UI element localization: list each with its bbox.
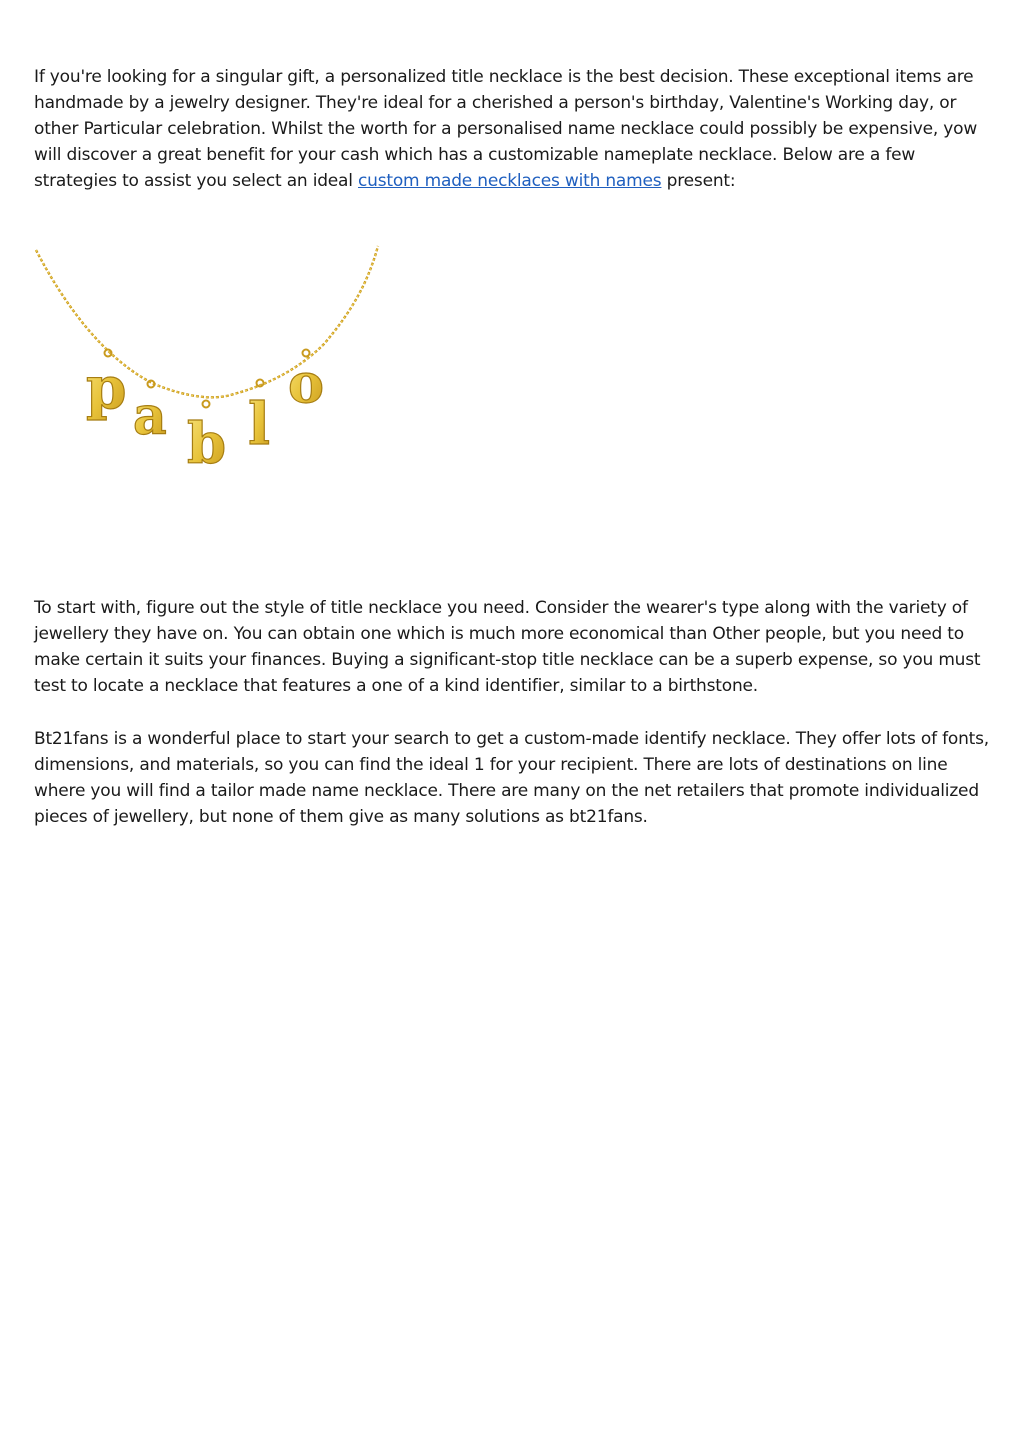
paragraph-bt21fans: Bt21fans is a wonderful place to start your search to get a custom-made identify necklace. They offer lots of fonts, dimensions, and materials, so you can find the ideal 1 for your recipient. There are lots of destinations on line where you will find a tailor made name necklace. There are many on the net retailers that promote individualized pieces of jewellery, but none of them give as many solutions as bt21fans. <box>34 729 989 827</box>
pendant-letter-b: b <box>187 411 227 472</box>
paragraph-style: To start with, figure out the style of title necklace you need. Consider the wearer's type along with the variety of jewellery they have on. You can obtain one which is much more economical than Other people, but you need to make certain it suits your finances. Buying a significant-stop title necklace can be a superb expense, so you must test to locate a necklace that features a one of a kind identifier, similar to a birthstone. <box>34 598 981 696</box>
paragraph-intro-text: If you're looking for a singular gift, a personalized title necklace is the best decision. These exceptional items are handmade by a jewelry designer. They're ideal for a cherished a person's birthday, Valentine's Working day, or other Particular celebration. Whilst the worth for a personalised name necklace could possibly be expensive, yow will discover a great benefit for your cash which has a customizable nameplate necklace. Below are a few strategies to assist you select an ideal <box>34 67 978 191</box>
pendant-letter-p: p <box>86 354 127 422</box>
custom-necklaces-link[interactable]: custom made necklaces with names <box>358 171 662 191</box>
necklace-illustration <box>34 244 380 472</box>
pendant-letter-o: o <box>288 351 325 415</box>
pendant-letter-a: a <box>133 386 167 447</box>
paragraph-intro-tail: present: <box>661 171 736 191</box>
paragraph-intro <box>34 64 990 194</box>
necklace-image <box>34 244 380 472</box>
pendant-letter-l: l <box>248 390 271 458</box>
